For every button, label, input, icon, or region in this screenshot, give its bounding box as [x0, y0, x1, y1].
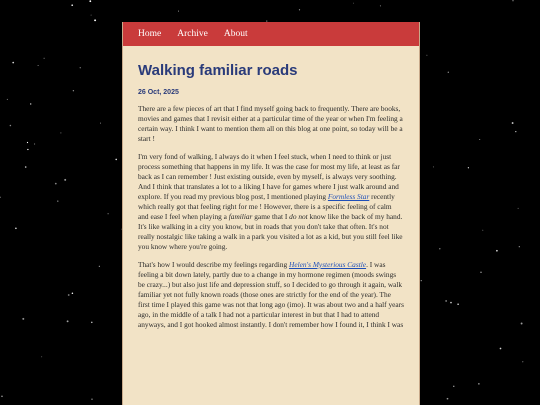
- star: [91, 399, 92, 400]
- star: [468, 167, 469, 168]
- star: [439, 248, 440, 249]
- star: [299, 9, 300, 10]
- star: [99, 266, 100, 267]
- star: [500, 348, 502, 350]
- star: [15, 227, 17, 229]
- star: [453, 386, 454, 387]
- star: [80, 67, 81, 68]
- text: That's how I would describe my feelings regarding: [138, 260, 290, 269]
- star: [30, 103, 31, 104]
- star: [108, 213, 109, 214]
- star: [447, 398, 449, 400]
- star: [522, 361, 523, 362]
- star: [0, 197, 1, 198]
- helens-mysterious-castle-link[interactable]: Helen's Mysterious Castle: [289, 260, 367, 269]
- star: [10, 125, 12, 127]
- star: [496, 250, 498, 252]
- star: [480, 272, 481, 273]
- star: [72, 292, 74, 294]
- star: [478, 383, 479, 384]
- star: [67, 320, 69, 322]
- star: [512, 122, 514, 124]
- star: [448, 72, 449, 73]
- nav-archive-link[interactable]: Archive: [177, 29, 208, 39]
- star: [27, 149, 28, 150]
- star: [479, 139, 480, 140]
- post-content: [123, 62, 419, 330]
- star: [12, 62, 14, 64]
- star: [89, 0, 91, 2]
- paragraph-3: [138, 260, 404, 330]
- star: [44, 58, 45, 59]
- star: [7, 99, 8, 100]
- star: [73, 90, 74, 91]
- star: [94, 19, 96, 21]
- star: [41, 356, 42, 357]
- blog-page: [122, 22, 420, 405]
- text: . I was feeling a bit down lately, partly due to a change in my hormone regimen (moods swings be crazy...) but also just life and depression stuff, so I decided to go through it again, walk familiar yet not fully known roads (those ones are strictly for the end of the year). The first time I played this game was not that long ago (imo). It was about two and a half years ago, in the middle of a talk I had not a particular interest in but that I had to attend anyways, and I got hooked almost instantly. I don't remember how I found it, I think I was: [138, 260, 404, 329]
- star: [91, 322, 92, 323]
- nav-about-link[interactable]: About: [223, 29, 248, 39]
- star: [450, 302, 452, 304]
- star: [71, 4, 73, 6]
- star: [518, 208, 519, 209]
- star: [55, 183, 57, 185]
- star: [34, 143, 35, 144]
- top-nav: [123, 22, 419, 46]
- star: [482, 230, 483, 231]
- star: [100, 123, 101, 124]
- star: [68, 294, 70, 296]
- post-date: 26 Oct, 2025: [138, 89, 179, 96]
- star: [521, 323, 523, 325]
- star: [115, 159, 117, 161]
- star: [25, 166, 27, 168]
- text: I'm very fond of walking, I always do it when I feel stuck, when I need to think or just process something that happens in my life. It was the case for most my life, at least as far back as I can remember ! Just existing outside, even by myself, is always very soothing. And I think that translates a lot to a liking I have for games where I just walk around and explore. If you read my previous blog post, I mentioned playing: [138, 152, 400, 201]
- star: [64, 179, 66, 181]
- star: [353, 3, 354, 4]
- formless-star-link[interactable]: Formless Star: [327, 192, 370, 201]
- star: [512, 0, 513, 1]
- star: [433, 166, 434, 167]
- star: [445, 300, 446, 301]
- star: [38, 65, 39, 66]
- text: recently which really got that feeling right for me ! However, there is a specific feeling of calm and ease I feel when playing a: [138, 192, 395, 221]
- emphasis: do not: [289, 212, 308, 221]
- star: [519, 246, 520, 247]
- star: [22, 318, 24, 320]
- star: [457, 303, 458, 304]
- star: [27, 142, 28, 143]
- paragraph-2: [138, 152, 404, 252]
- text: know like the back of my hand. It's like walking in a city you know, but in roads that you don't take that often. It's not really nostalgic like taking a walk in a park you visited a lot as a kid, but you still feel like you know where you're going.: [138, 212, 403, 251]
- paragraph-1: There are a few pieces of art that I find myself going back to frequently. There are books, movies and games that I revisit either at a particular time of the year or when I'm feeling a certain way. I think I want to mention them all on this blog at one point, so today will be a start !: [138, 104, 403, 143]
- star: [421, 280, 422, 281]
- star: [426, 55, 427, 56]
- star: [1, 396, 3, 398]
- star: [380, 5, 381, 6]
- star: [57, 200, 58, 201]
- star: [178, 11, 179, 12]
- star: [91, 15, 92, 16]
- emphasis: familiar: [228, 212, 253, 221]
- text: game that I: [252, 212, 290, 221]
- star: [60, 132, 61, 133]
- star: [515, 131, 516, 132]
- nav-home-link[interactable]: Home: [138, 29, 162, 39]
- post-title: Walking familiar roads: [138, 62, 298, 79]
